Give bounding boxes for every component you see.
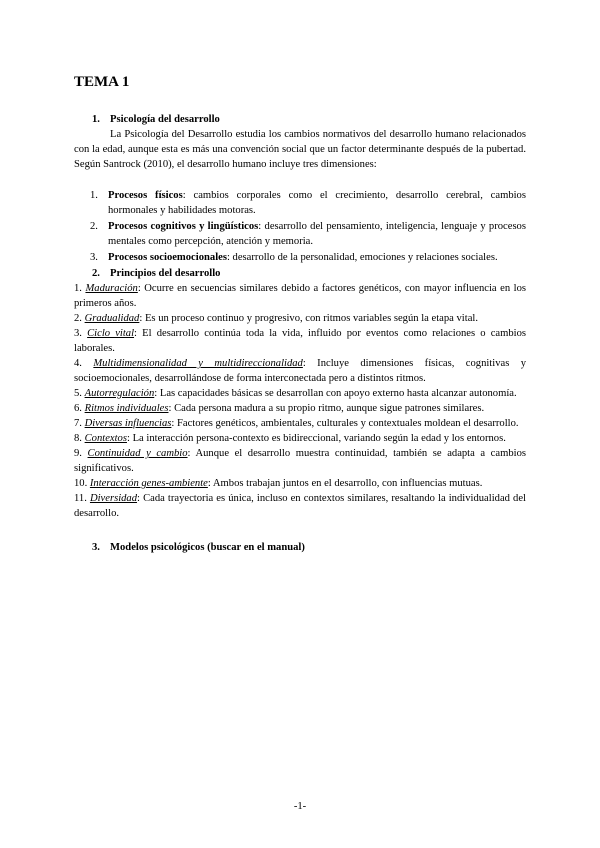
item-text: : Cada trayectoria es única, incluso en contextos similares, resaltando la individualidad del desarrollo. — [74, 493, 526, 519]
item-text: : Ocurre en secuencias similares debido a factores genéticos, con mayor influencia en los primeros años. — [74, 283, 526, 309]
list-item: 4. Multidimensionalidad y multidireccionalidad: Incluye dimensiones físicas, cognitivas y socioemocionales, desarrollándose de forma interconectada pero a distintos ritmos. — [74, 358, 526, 384]
list-item: 1. Procesos físicos: cambios corporales como el crecimiento, desarrollo cerebral, cambios hormonales y habilidades motoras. — [90, 190, 526, 216]
item-text: : desarrollo del pensamiento, inteligencia, lenguaje y procesos mentales como percepción, atención y memoria. — [108, 221, 526, 247]
section-2-title: Principios del desarrollo — [110, 268, 221, 279]
item-term: Multidimensionalidad y multidireccionalidad — [93, 358, 303, 369]
item-text: : La interacción persona-contexto es bidireccional, variando según la edad y los entornos. — [126, 433, 506, 444]
item-text: : cambios corporales como el crecimiento, desarrollo cerebral, cambios hormonales y habilidades motoras. — [108, 190, 526, 216]
item-term: Autorregulación — [84, 388, 155, 399]
section-2-number: 2. — [92, 268, 100, 279]
item-text: : Es un proceso continuo y progresivo, con ritmos variables según la etapa vital. — [139, 313, 478, 324]
item-term: Procesos cognitivos y lingüísticos — [108, 221, 259, 232]
list-item: 2. Gradualidad: Es un proceso continuo y progresivo, con ritmos variables según la etapa vital. — [74, 313, 478, 324]
item-term: Diversas influencias — [84, 418, 172, 429]
section-2-heading — [74, 266, 526, 281]
section-1 — [74, 112, 526, 555]
list-item: 10. Interacción genes-ambiente: Ambos trabajan juntos en el desarrollo, con influencias mutuas. — [74, 478, 483, 489]
section-3-heading — [74, 540, 526, 555]
item-term: Contextos — [84, 433, 127, 444]
item-term: Ciclo vital — [87, 328, 135, 339]
list-item: 6. Ritmos individuales: Cada persona madura a su propio ritmo, aunque sigue patrones similares. — [74, 403, 485, 414]
list-item: 3. Ciclo vital: El desarrollo continúa toda la vida, influido por eventos como relaciones o cambios laborales. — [74, 328, 527, 354]
item-term: Procesos socioemocionales — [108, 252, 227, 263]
section-1-title: Psicología del desarrollo — [110, 114, 220, 125]
item-term: Gradualidad — [84, 313, 140, 324]
item-text: : desarrollo de la personalidad, emociones y relaciones sociales. — [226, 252, 498, 263]
item-term: Diversidad — [89, 493, 138, 504]
item-text: : Ambos trabajan juntos en el desarrollo, con influencias mutuas. — [207, 478, 483, 489]
section-1-heading — [74, 112, 526, 127]
item-text: : Factores genéticos, ambientales, culturales y contextuales moldean el desarrollo. — [171, 418, 519, 429]
section-1-number: 1. — [92, 114, 100, 125]
page-number: -1- — [293, 801, 307, 812]
list-item: 9. Continuidad y cambio: Aunque el desarrollo muestra continuidad, también se adapta a cambios significativos. — [74, 448, 526, 474]
list-item: 8. Contextos: La interacción persona-contexto es bidireccional, variando según la edad y los entornos. — [74, 433, 506, 444]
item-text: : Cada persona madura a su propio ritmo, aunque sigue patrones similares. — [168, 403, 485, 414]
page-title: TEMA 1 — [74, 74, 130, 90]
section-3-title: Modelos psicológicos (buscar en el manual) — [110, 542, 305, 553]
section-1-intro: La Psicología del Desarrollo estudia los cambios normativos del desarrollo humano relacionados con la edad, aunque esta es más una convención social que un factor determinante después de la pubertad. Según Santrock (2010), el desarrollo humano incluye tres dimensiones: — [74, 129, 526, 170]
section-3-number: 3. — [92, 542, 100, 553]
item-term: Continuidad y cambio — [87, 448, 188, 459]
item-text: : El desarrollo continúa toda la vida, influido por eventos como relaciones o cambios laborales. — [74, 328, 527, 354]
list-item: 2. Procesos cognitivos y lingüísticos: desarrollo del pensamiento, inteligencia, lenguaje y procesos mentales como percepción, atención y memoria. — [90, 221, 526, 247]
list-item: 5. Autorregulación: Las capacidades básicas se desarrollan con apoyo externo hasta alcanzar autonomía. — [74, 388, 517, 399]
item-term: Maduración — [85, 283, 138, 294]
principles-list — [74, 281, 526, 521]
list-item: 11. Diversidad: Cada trayectoria es única, incluso en contextos similares, resaltando la individualidad del desarrollo. — [74, 493, 526, 519]
item-text: : Incluye dimensiones físicas, cognitivas y socioemocionales, desarrollándose de forma interconectada pero a distintos ritmos. — [74, 358, 526, 384]
item-text: : Aunque el desarrollo muestra continuidad, también se adapta a cambios significativos. — [74, 448, 526, 474]
list-item: 1. Maduración: Ocurre en secuencias similares debido a factores genéticos, con mayor influencia en los primeros años. — [74, 283, 526, 309]
item-term: Ritmos individuales — [84, 403, 169, 414]
list-item: 7. Diversas influencias: Factores genéticos, ambientales, culturales y contextuales moldean el desarrollo. — [74, 418, 519, 429]
list-item: 3. Procesos socioemocionales: desarrollo de la personalidad, emociones y relaciones sociales. — [90, 252, 498, 263]
item-term: Interacción genes-ambiente — [89, 478, 208, 489]
item-text: : Las capacidades básicas se desarrollan con apoyo externo hasta alcanzar autonomía. — [154, 388, 517, 399]
item-term: Procesos físicos — [108, 190, 183, 201]
dimensions-list — [74, 188, 526, 265]
